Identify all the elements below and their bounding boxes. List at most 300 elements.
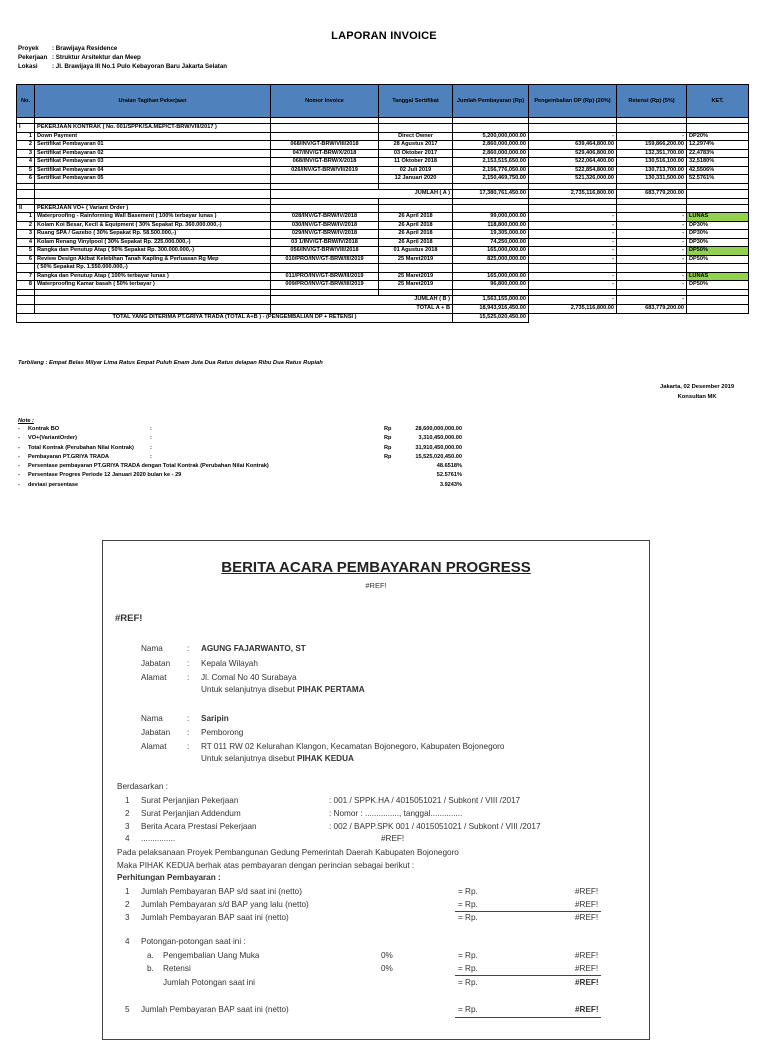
sum-dp-return: 2,735,116,800.00 (529, 189, 617, 198)
pot-value: #REF! (575, 964, 599, 973)
row-amount (453, 264, 529, 273)
sum-line (455, 911, 601, 912)
row-description: Sertifikat Pembayaran 03 (35, 158, 271, 167)
notes-section (18, 418, 478, 491)
row-number: 2 (17, 221, 35, 230)
row-number: 8 (17, 281, 35, 290)
row-dp-return: 521,326,000.00 (529, 175, 617, 184)
calc-label: Jumlah Pembayaran BAP saat ini (netto) (141, 1005, 289, 1014)
note-colon: : (150, 426, 152, 432)
row-retention: 130,516,100.00 (617, 158, 687, 167)
terbilang-text: Terbilang : Empat Belas Milyar Lima Ratus Empat Puluh Enam Juta Dua Ratus delapan Ribu Dua Ratus Rupiah (18, 360, 323, 366)
ref-no: 2 (125, 809, 130, 818)
row-invoice-number: 030/INV/GT-BRW/IV/2018 (271, 221, 379, 230)
row-number: 4 (17, 158, 35, 167)
sum-row-b (17, 295, 749, 304)
meta-value: : Jl. Brawijaya III No.1 Pulo Kebayoran Baru Jakarta Selatan (52, 63, 228, 70)
row-amount: 825,000,000.00 (453, 255, 529, 264)
row-amount: 19,305,000.00 (453, 230, 529, 239)
row-invoice-number: 011/PRO/INV/GT-BRW/III/2019 (271, 272, 379, 281)
row-invoice-number: 029/INV/GT-BRW/IV/2018 (271, 230, 379, 239)
row-dp-return (529, 264, 617, 273)
ref-label: ............... (141, 834, 176, 843)
row-dp-return: - (529, 221, 617, 230)
meta-key: Lokasi (18, 63, 38, 70)
note-label: Total Kontrak (Perubahan Nilai Kontrak) (28, 444, 134, 451)
row-retention: - (617, 132, 687, 141)
jumlah-potongan-value: #REF! (575, 978, 599, 987)
row-description: Ruang SPA / Gazebo ( 30% Sepakat Rp. 58.500.000,-) (35, 230, 271, 239)
note-value: 3.9243% (439, 481, 462, 488)
row-description: Waterproofing Kamar basah ( 50% terbayar ) (35, 281, 271, 290)
sebut-role: PIHAK KEDUA (297, 754, 354, 763)
empty-cell (271, 204, 379, 213)
table-row (17, 255, 749, 264)
note-label: Pembayaran PT.GRIYA TRADA (28, 453, 110, 460)
pot-pct: 0% (381, 964, 393, 973)
note-row (18, 435, 478, 444)
row-dp-return: - (529, 255, 617, 264)
note-row (18, 482, 478, 491)
table-row (17, 272, 749, 281)
party2-jabatan: Pemborong (201, 728, 244, 737)
row-certificate-date: 26 April 2018 (379, 213, 453, 222)
row-number: 1 (17, 213, 35, 222)
row-description: Down Payment (35, 132, 271, 141)
pot-rp: = Rp. (458, 951, 478, 960)
table-header-row (17, 85, 749, 118)
row-note: 12,2974% (687, 141, 749, 150)
party1-alamat: Jl. Comal No 40 Surabaya (201, 673, 297, 682)
party2-alamat-label: Alamat (141, 742, 167, 751)
ref-label: Berita Acara Prestasi Pekerjaan (141, 822, 257, 831)
party1-nama: AGUNG FAJARWANTO, ST (201, 644, 306, 653)
note-label: deviasi persentase (28, 481, 79, 488)
row-invoice-number: 009/PRO/INV/GT-BRW/III/2019 (271, 281, 379, 290)
ref-error-top: #REF! (365, 581, 387, 590)
empty-cell (35, 189, 271, 198)
col-header: Uraian Tagihan Pekerjaan (35, 85, 271, 118)
calc-rp: = Rp. (458, 1005, 478, 1014)
row-description: Kolam Renang Vinylpool ( 30% Sepakat Rp. 225.000.000,-) (35, 238, 271, 247)
note-label: Persentase pembayaran PT.GRIYA TRADA dengan Total Kontrak (Perubahan Nilai Kontrak) (28, 463, 269, 470)
notes-list (18, 426, 478, 491)
ref-no: 4 (125, 834, 130, 843)
row-description: Waterproofing - Rainforming Wall Basement ( 100% terbayar lunas ) (35, 213, 271, 222)
ref-no: 3 (125, 822, 130, 831)
calc-rp: = Rp. (458, 887, 478, 896)
row-number: 5 (17, 166, 35, 175)
note-value: 3,310,450,000.00 (418, 435, 462, 442)
row-invoice-number: 010/PRO/INV/GT-BRW/III/2019 (271, 255, 379, 264)
row-description: Rangka dan Penutup Atap ( 100% terbayar lunas ) (35, 272, 271, 281)
table-row (17, 141, 749, 150)
row-description: Kolam Koi Besar, Kecil & Equipment ( 30% Sepakat Rp. 360.000.000,-) (35, 221, 271, 230)
row-retention: 130,331,500.00 (617, 175, 687, 184)
calc-label: Jumlah Pembayaran BAP saat ini (netto) (141, 913, 289, 922)
row-certificate-date: 26 April 2018 (379, 221, 453, 230)
sum-line (455, 1017, 601, 1018)
ref-label: Surat Perjanjian Pekerjaan (141, 796, 239, 805)
row-dp-return: - (529, 247, 617, 256)
section-title: PEKERJAAN VO+ ( Variant Order ) (35, 204, 271, 213)
note-currency: Rp (384, 453, 392, 460)
note-currency: Rp (384, 444, 392, 451)
row-amount: 96,800,000.00 (453, 281, 529, 290)
party2-alamat: RT 011 RW 02 Kelurahan Klangon, Kecamatan Bojonegoro, Kabupaten Bojonegoro (201, 742, 505, 751)
col-header: Nomor Invoice (271, 85, 379, 118)
party1-nama-label: Nama (141, 644, 163, 653)
paragraph: Maka PIHAK KEDUA berhak atas pembayaran dengan perincian sebagai berikut : (117, 861, 415, 870)
row-retention: - (617, 230, 687, 239)
ref-value: : 001 / SPPK.HA / 4015051021 / Subkont / VIII /2017 (329, 796, 521, 805)
colon: : (187, 644, 190, 653)
berdasarkan-label: Berdasarkan : (117, 782, 168, 791)
table-row (17, 281, 749, 290)
calc-value: #REF! (575, 900, 599, 909)
party1-jabatan: Kepala Wilayah (201, 659, 258, 668)
row-invoice-number (271, 175, 379, 184)
party2-nama-label: Nama (141, 714, 163, 723)
note-colon: : (150, 435, 152, 442)
empty-cell (453, 124, 529, 133)
grand-total-row (17, 313, 749, 322)
calc-no: 5 (125, 1005, 130, 1014)
col-header: No. (17, 85, 35, 118)
empty-cell (271, 124, 379, 133)
row-retention: - (617, 255, 687, 264)
row-dp-return: 639,464,800.00 (529, 141, 617, 150)
row-note: LUNAS (687, 213, 749, 222)
row-invoice-number: 047/INV/GT-BRW/X/2018 (271, 149, 379, 158)
row-invoice-number: 028/INV/GT-BRW/IV/2018 (271, 213, 379, 222)
dash: - (18, 453, 20, 460)
row-certificate-date: 25 Maret2019 (379, 281, 453, 290)
ref-value: : 002 / BAPP.SPK 001 / 4015051021 / Subkont / VIII /2017 (329, 822, 541, 831)
row-certificate-date: 01 Agustus 2018 (379, 247, 453, 256)
empty-cell (35, 295, 271, 304)
row-invoice-number: 068/INV/GT-BRW/VIII/2018 (271, 141, 379, 150)
row-invoice-number: 03 1/INV/GT-BRW/IV/2018 (271, 238, 379, 247)
table-row (17, 166, 749, 175)
row-dp-return: - (529, 132, 617, 141)
invoice-table (16, 84, 749, 323)
row-description: Sertifikat Pembayaran 05 (35, 175, 271, 184)
table-row (17, 221, 749, 230)
note-currency: Rp (384, 426, 392, 432)
note-row (18, 463, 478, 472)
sum-amount: 1,563,155,000.00 (453, 295, 529, 304)
sum-line (455, 975, 601, 976)
pot-letter: a. (147, 951, 154, 960)
row-description: Sertifikat Pembayaran 01 (35, 141, 271, 150)
section-title-row (17, 204, 749, 213)
note-value: 31,910,450,000.00 (415, 444, 462, 451)
row-note: DP50% (687, 247, 749, 256)
empty-cell (617, 204, 687, 213)
row-certificate-date: 25 Maret2019 (379, 272, 453, 281)
row-number: 5 (17, 247, 35, 256)
row-certificate-date: 03 Oktober 2017 (379, 149, 453, 158)
empty-cell (35, 304, 271, 313)
party2-sebut (201, 754, 354, 763)
empty-cell (529, 124, 617, 133)
row-certificate-date (379, 264, 453, 273)
ref-value: : Nomor : ..............., tanggal.............. (329, 809, 463, 818)
row-note: 32,5180% (687, 158, 749, 167)
row-dp-return: - (529, 230, 617, 239)
empty-cell (687, 189, 749, 198)
row-retention: 159,866,200.00 (617, 141, 687, 150)
row-certificate-date: 02 Juli 2019 (379, 166, 453, 175)
section-number: I (17, 124, 35, 133)
row-number: 6 (17, 255, 35, 264)
row-dp-return: 522,064,400.00 (529, 158, 617, 167)
row-retention (617, 264, 687, 273)
place-date: Jakarta, 02 Desember 2019 (660, 384, 735, 390)
sum-label: TOTAL A + B (271, 304, 453, 313)
dash: - (18, 435, 20, 442)
party2-nama: Saripin (201, 714, 229, 723)
pot-rp: = Rp. (458, 964, 478, 973)
signer: Konsultan MK (677, 394, 717, 400)
row-description: Rangka dan Penutup Atap ( 50% Sepakat Rp. 300.000.000,-) (35, 247, 271, 256)
empty-cell (379, 204, 453, 213)
calc-value: #REF! (575, 913, 599, 922)
row-retention: - (617, 281, 687, 290)
note-value: 28,600,000,000.00 (415, 426, 462, 432)
note-row (18, 472, 478, 481)
calc-rp: = Rp. (458, 900, 478, 909)
row-description: ( 50% Sepakat Rp. 1.550.000.000,-) (35, 264, 271, 273)
dash: - (18, 481, 20, 488)
dash: - (18, 472, 20, 479)
meta-key: Pekerjaan (18, 54, 48, 61)
calc-value: #REF! (575, 887, 599, 896)
sum-dp-return: 2,735,116,800.00 (529, 304, 617, 313)
row-number: 4 (17, 238, 35, 247)
col-header: Pengembalian DP (Rp) (20%) (529, 85, 617, 118)
row-certificate-date: Direct Owner (379, 132, 453, 141)
signature-block (660, 382, 734, 402)
ref-error-number: #REF! (115, 613, 143, 624)
row-amount: 2,153,515,650.00 (453, 158, 529, 167)
note-value: 52.5761% (436, 472, 462, 479)
empty-cell (17, 295, 35, 304)
ref-value: #REF! (381, 834, 405, 843)
row-note: 42,5506% (687, 166, 749, 175)
note-value: 15,525,020,450.00 (415, 453, 462, 460)
empty-cell (379, 124, 453, 133)
sum-amount: 17,380,761,450.00 (453, 189, 529, 198)
sebut-prefix: Untuk selanjutnya disebut (201, 754, 298, 763)
row-amount: 2,860,000,000.00 (453, 149, 529, 158)
table-row (17, 132, 749, 141)
row-certificate-date: 26 April 2018 (379, 238, 453, 247)
sum-retention: - (617, 295, 687, 304)
table-row (17, 158, 749, 167)
note-colon: : (150, 444, 152, 451)
row-note: DP30% (687, 230, 749, 239)
table-row (17, 175, 749, 184)
row-description: Sertifikat Pembayaran 04 (35, 166, 271, 175)
row-dp-return: 529,406,800.00 (529, 149, 617, 158)
col-header: Tanggal Sertifikat (379, 85, 453, 118)
meta-value: : Struktur Arsitektur dan Meep (52, 54, 141, 61)
row-number: 7 (17, 272, 35, 281)
row-invoice-number: 056/INV/GT-BRW/VIII/2018 (271, 247, 379, 256)
empty-cell (617, 124, 687, 133)
row-amount: 74,250,000.00 (453, 238, 529, 247)
section-title: PEKERJAAN KONTRAK ( No. 001/SPPK/SA.MEP/CT-BRW/VIII/2017 ) (35, 124, 271, 133)
row-certificate-date: 28 Agustus 2017 (379, 141, 453, 150)
row-number: 3 (17, 230, 35, 239)
row-retention: 132,351,700.00 (617, 149, 687, 158)
perhitungan-heading: Perhitungan Pembayaran : (117, 873, 221, 882)
row-note: DP50% (687, 255, 749, 264)
meta-key: Proyek (18, 45, 39, 52)
calc-no: 2 (125, 900, 130, 909)
row-dp-return: 522,854,800.00 (529, 166, 617, 175)
calc-rp: = Rp. (458, 913, 478, 922)
note-colon: : (150, 453, 152, 460)
note-value: 48.6518% (436, 463, 462, 470)
colon: : (187, 714, 190, 723)
potongan-no: 4 (125, 937, 130, 946)
row-dp-return: - (529, 238, 617, 247)
empty-cell (453, 204, 529, 213)
row-number: 6 (17, 175, 35, 184)
row-number: 2 (17, 141, 35, 150)
row-dp-return: - (529, 213, 617, 222)
empty-cell (687, 304, 749, 313)
sum-amount: 18,943,916,450.00 (453, 304, 529, 313)
row-certificate-date: 26 April 2018 (379, 230, 453, 239)
row-note: DP30% (687, 221, 749, 230)
total-row-ab (17, 304, 749, 313)
row-retention: - (617, 247, 687, 256)
row-amount: 5,200,000,000.00 (453, 132, 529, 141)
row-retention: - (617, 213, 687, 222)
sum-dp-return: - (529, 295, 617, 304)
notes-heading: Note : (18, 418, 34, 424)
table-row (17, 213, 749, 222)
meta-value: : Brawijaya Residence (52, 45, 118, 52)
empty-cell (529, 204, 617, 213)
pot-letter: b. (147, 964, 154, 973)
row-amount: 2,860,000,000.00 (453, 141, 529, 150)
row-certificate-date: 11 Oktober 2018 (379, 158, 453, 167)
paragraph: Pada pelaksanaan Proyek Pembangunan Gedung Pemerintah Daerah Kabupaten Bojonegoro (117, 848, 459, 857)
dash: - (18, 463, 20, 470)
colon: : (187, 673, 190, 682)
report-title: LAPORAN INVOICE (331, 30, 437, 42)
sebut-role: PIHAK PERTAMA (297, 685, 365, 694)
pot-value: #REF! (575, 951, 599, 960)
empty-cell (687, 295, 749, 304)
pot-pct: 0% (381, 951, 393, 960)
party1-jabatan-label: Jabatan (141, 659, 171, 668)
table-row (17, 264, 749, 273)
dash: - (18, 426, 20, 432)
row-amount: 2,156,776,050.00 (453, 166, 529, 175)
empty-cell (687, 204, 749, 213)
empty-cell (17, 189, 35, 198)
row-amount: 165,000,000.00 (453, 272, 529, 281)
row-amount: 2,150,469,750.00 (453, 175, 529, 184)
project-meta (18, 44, 227, 71)
ref-label: Surat Perjanjian Addendum (141, 809, 241, 818)
meta-row-pekerjaan (18, 53, 227, 62)
note-row (18, 454, 478, 463)
party1-alamat-label: Alamat (141, 673, 167, 682)
row-retention: - (617, 272, 687, 281)
empty-cell (687, 124, 749, 133)
row-note: 52.5761% (687, 175, 749, 184)
note-label: Persentase Progres Periode 12 Januari 2020 bulan ke - 29 (28, 472, 182, 479)
row-certificate-date: 25 Maret2019 (379, 255, 453, 264)
meta-row-lokasi (18, 62, 227, 71)
row-invoice-number: 026/INV/GT-BRW/VII/2019 (271, 166, 379, 175)
row-retention: 130,713,700.00 (617, 166, 687, 175)
table-row (17, 149, 749, 158)
grand-total-amount: 15,525,020,450.00 (453, 313, 529, 322)
calc-label: Jumlah Pembayaran BAP s/d saat ini (netto) (141, 887, 302, 896)
calc-no: 3 (125, 913, 130, 922)
row-note: DP50% (687, 281, 749, 290)
calc-value: #REF! (575, 1005, 599, 1014)
row-invoice-number (271, 264, 379, 273)
meta-row-proyek (18, 44, 227, 53)
note-label: Kontrak BO (28, 426, 60, 432)
colon: : (187, 742, 190, 751)
table-row (17, 230, 749, 239)
ref-no: 1 (125, 796, 130, 805)
col-header: KET. (687, 85, 749, 118)
row-amount: 165,000,000.00 (453, 247, 529, 256)
table-row (17, 247, 749, 256)
col-header: Jumlah Pembayaran (Rp) (453, 85, 529, 118)
row-note: LUNAS (687, 272, 749, 281)
berita-acara-title: BERITA ACARA PEMBAYARAN PROGRESS (221, 559, 531, 576)
col-header: Retensi (Rp) (5%) (617, 85, 687, 118)
jumlah-potongan-rp: = Rp. (458, 978, 478, 987)
potongan-heading: Potongan-potongan saat ini : (141, 937, 246, 946)
row-note: DP30% (687, 238, 749, 247)
pot-label: Pengembalian Uang Muka (163, 951, 260, 960)
grand-total-label: TOTAL YANG DITERIMA PT.GRIYA TRADA (TOTAL A+B ) - (PENGEMBALIAN DP + RETENSI ) (17, 313, 453, 322)
row-number (17, 264, 35, 273)
row-invoice-number (271, 132, 379, 141)
row-description: Sertifikat Pembayaran 02 (35, 149, 271, 158)
party1-sebut (201, 685, 365, 694)
row-description: Review Design Akibat Kelebihan Tanah Kapling & Perluasan Rg Mep (35, 255, 271, 264)
section-title-row (17, 124, 749, 133)
row-note (687, 264, 749, 273)
row-retention: - (617, 238, 687, 247)
sum-label: JUMLAH ( B ) (271, 295, 453, 304)
party2-jabatan-label: Jabatan (141, 728, 171, 737)
row-retention: - (617, 221, 687, 230)
invoice-table-body (17, 118, 749, 323)
row-amount: 99,000,000.00 (453, 213, 529, 222)
row-note: 22,4783% (687, 149, 749, 158)
sebut-prefix: Untuk selanjutnya disebut (201, 685, 298, 694)
sum-retention: 683,779,200.00 (617, 304, 687, 313)
calc-no: 1 (125, 887, 130, 896)
empty-cell (17, 304, 35, 313)
berita-acara-page (102, 540, 650, 1040)
